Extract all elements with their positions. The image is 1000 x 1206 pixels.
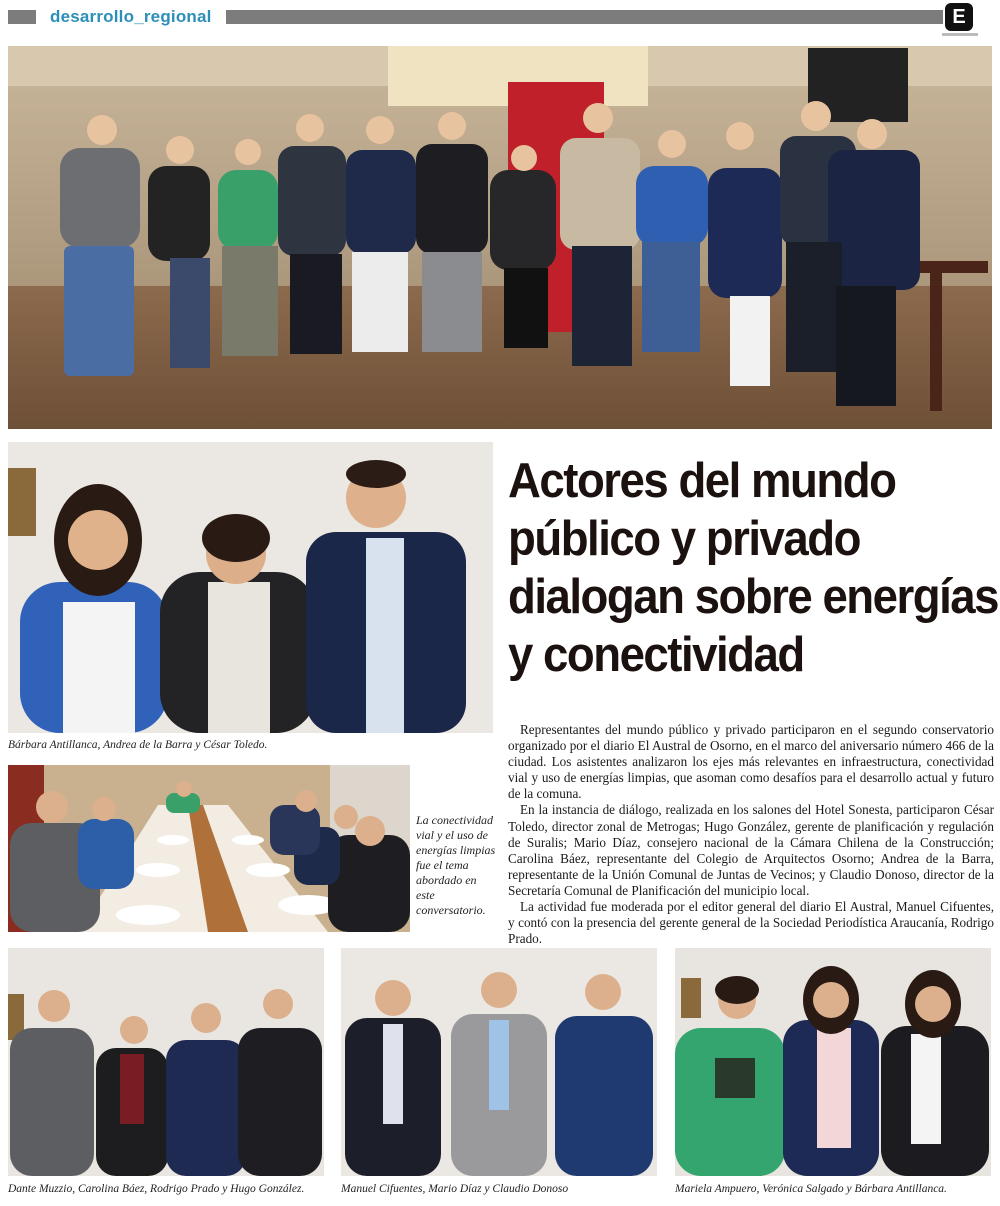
bottom-left-photo [8, 948, 324, 1176]
bottom-right-photo [675, 948, 991, 1176]
section-label: desarrollo_regional [50, 7, 212, 26]
section-tag [36, 5, 226, 29]
bottom-left-caption: Dante Muzzio, Carolina Báez, Rodrigo Prado y Hugo González. [8, 1183, 305, 1195]
headline-line: Actores del mundo [508, 454, 896, 508]
logo-subtext [942, 33, 978, 36]
group-photo [8, 46, 992, 429]
headline-line: público y privado [508, 512, 860, 566]
article-paragraph: La actividad fue moderada por el editor general del diario El Austral, Manuel Cifuentes, y contó con la presencia del gerente general de la Sociedad Periodística Araucanía, Rodrigo Prado. [508, 899, 994, 947]
article-body [508, 722, 994, 947]
article-paragraph: En la instancia de diálogo, realizada en los salones del Hotel Sonesta, participaron César Toledo, director zonal de Metrogas; Hugo González, gerente de planificación y regulación de Suralis; Mario Díaz, consejero nacional de la Cámara Chilena de la Construcción; Carolina Báez, representante del Colegio de Arquitectos Osorno; Andrea de la Barra, representante de la Unión Comunal de Juntas de Vecinos; y Claudio Donoso, director de la Secretaría Comunal de Planificación del municipio local. [508, 802, 994, 898]
bottom-center-photo [341, 948, 657, 1176]
trio-photo [8, 442, 493, 733]
bottom-center-caption: Manuel Cifuentes, Mario Díaz y Claudio Donoso [341, 1183, 569, 1195]
headline-line: dialogan sobre energías [508, 570, 998, 624]
meeting-caption: La conectividad vial y el uso de energías limpias fue el tema abordado en este conversatorio. [416, 813, 496, 917]
meeting-photo [8, 765, 410, 932]
bottom-right-caption: Mariela Ampuero, Verónica Salgado y Bárbara Antillanca. [675, 1183, 947, 1195]
publication-logo: E [945, 3, 973, 31]
article-paragraph: Representantes del mundo público y privado participaron en el segundo conservatorio organizado por el diario El Austral de Osorno, en el marco del aniversario número 466 de la ciudad. Los asistentes analizaron los ejes más relevantes en infraestructura, conectividad vial y uso de energías limpias, que asoman como desafíos para el desarrollo actual y futuro de la comuna. [508, 722, 994, 802]
article-headline [508, 452, 998, 684]
headline-line: y conectividad [508, 628, 804, 682]
trio-caption: Bárbara Antillanca, Andrea de la Barra y César Toledo. [8, 739, 268, 751]
